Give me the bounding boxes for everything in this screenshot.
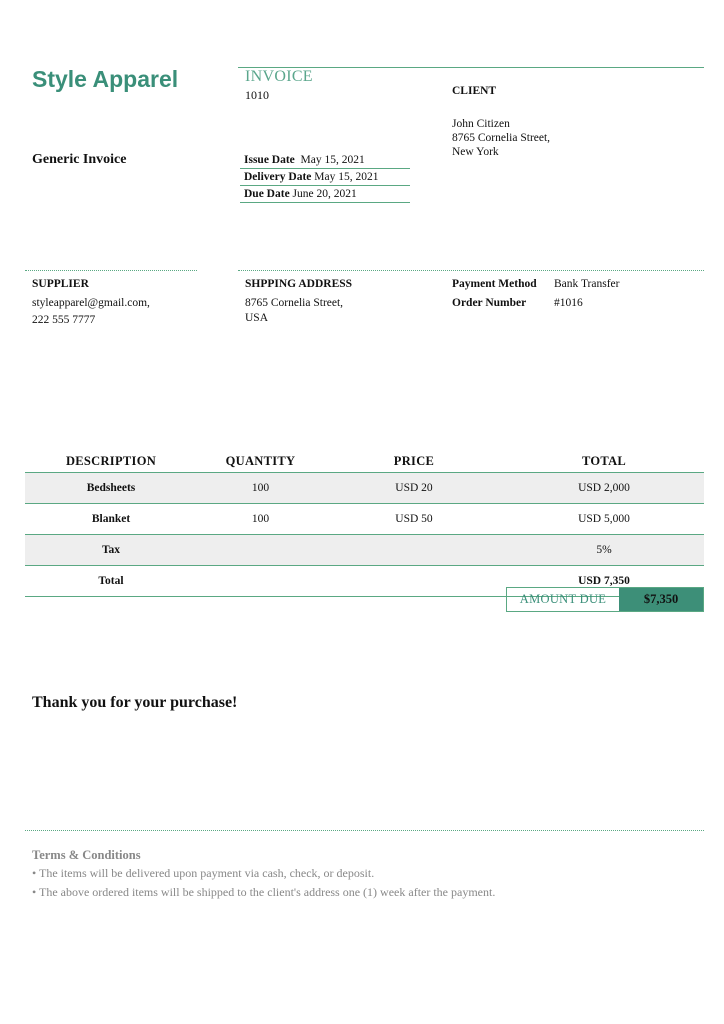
item-total: USD 2,000 bbox=[504, 473, 704, 504]
tax-label: Tax bbox=[25, 535, 197, 566]
document-subtitle: Generic Invoice bbox=[32, 152, 127, 167]
terms-title: Terms & Conditions bbox=[32, 848, 141, 862]
shipping-divider bbox=[238, 270, 704, 271]
table-header-row bbox=[25, 450, 704, 473]
header-price: PRICE bbox=[324, 450, 504, 473]
delivery-date-value: May 15, 2021 bbox=[314, 171, 379, 183]
issue-date-label: Issue Date bbox=[244, 154, 295, 166]
supplier-label: SUPPLIER bbox=[32, 278, 89, 290]
total-label: Total bbox=[25, 566, 197, 597]
payment-method-label: Payment Method bbox=[452, 278, 537, 290]
due-date-label: Due Date bbox=[244, 188, 290, 200]
header-total: TOTAL bbox=[504, 450, 704, 473]
item-price: USD 20 bbox=[324, 473, 504, 504]
amount-due-box bbox=[506, 587, 704, 612]
supplier-divider bbox=[25, 270, 197, 271]
item-description: Blanket bbox=[25, 504, 197, 535]
order-number-value: #1016 bbox=[554, 297, 583, 309]
tax-value: 5% bbox=[504, 535, 704, 566]
shipping-line2: USA bbox=[245, 312, 269, 324]
table-row bbox=[25, 473, 704, 504]
thank-you-message: Thank you for your purchase! bbox=[32, 694, 238, 711]
delivery-date-label: Delivery Date bbox=[244, 171, 312, 183]
supplier-email: styleapparel@gmail.com, bbox=[32, 297, 150, 309]
issue-date-row bbox=[240, 152, 410, 169]
items-table bbox=[25, 450, 704, 597]
terms-item: • The items will be delivered upon payment via cash, check, or deposit. bbox=[32, 866, 375, 880]
terms-divider bbox=[25, 830, 704, 831]
amount-due-label: AMOUNT DUE bbox=[519, 592, 607, 606]
item-total: USD 5,000 bbox=[504, 504, 704, 535]
due-date-value: June 20, 2021 bbox=[292, 188, 357, 200]
shipping-label: SHPPING ADDRESS bbox=[245, 278, 353, 290]
client-label: CLIENT bbox=[452, 85, 497, 97]
supplier-phone: 222 555 7777 bbox=[32, 314, 96, 326]
delivery-date-row bbox=[240, 169, 410, 186]
payment-method-value: Bank Transfer bbox=[554, 278, 620, 290]
order-number-label: Order Number bbox=[452, 297, 527, 309]
client-address-line2: New York bbox=[452, 146, 499, 158]
item-quantity: 100 bbox=[197, 504, 324, 535]
item-quantity: 100 bbox=[197, 473, 324, 504]
table-row bbox=[25, 504, 704, 535]
issue-date-value: May 15, 2021 bbox=[300, 154, 365, 166]
invoice-number: 1010 bbox=[245, 88, 269, 102]
invoice-title: INVOICE bbox=[245, 68, 313, 85]
header-description: DESCRIPTION bbox=[25, 450, 197, 473]
terms-item: • The above ordered items will be shipped to the client's address one (1) week after the payment. bbox=[32, 885, 496, 899]
client-address-line1: 8765 Cornelia Street, bbox=[452, 132, 551, 144]
due-date-row bbox=[240, 186, 410, 203]
client-name: John Citizen bbox=[452, 118, 510, 130]
amount-due-value: $7,350 bbox=[619, 588, 703, 611]
header-quantity: QUANTITY bbox=[197, 450, 324, 473]
company-name: Style Apparel bbox=[32, 66, 179, 92]
item-price: USD 50 bbox=[324, 504, 504, 535]
tax-row bbox=[25, 535, 704, 566]
total-value: USD 7,350 bbox=[504, 566, 704, 597]
shipping-line1: 8765 Cornelia Street, bbox=[245, 297, 344, 309]
item-description: Bedsheets bbox=[25, 473, 197, 504]
